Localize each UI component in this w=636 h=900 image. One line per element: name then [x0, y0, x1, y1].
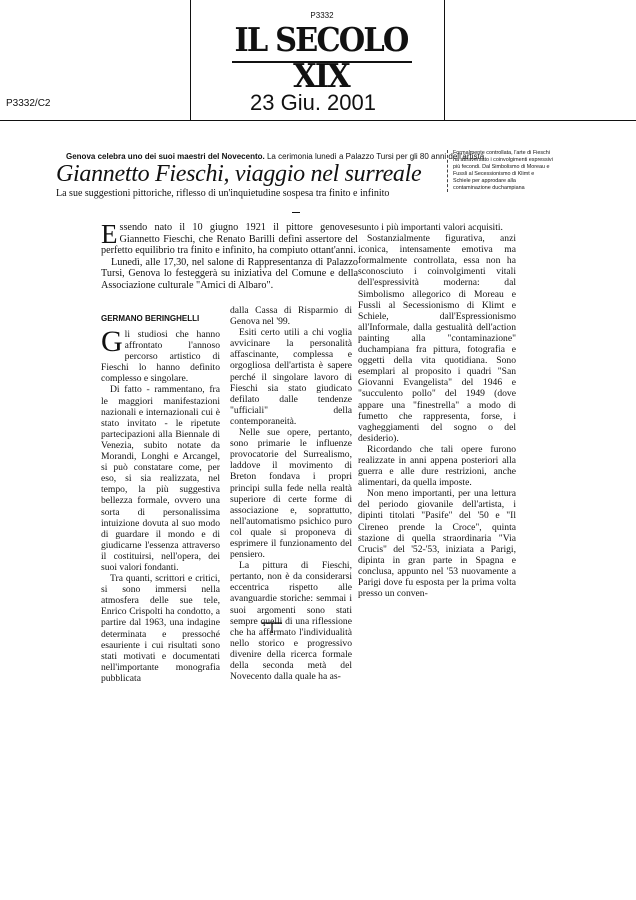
article-headline: Giannetto Fieschi, viaggio nel surreale: [56, 161, 422, 187]
article-column-2: [230, 305, 352, 682]
header-right-rule: [444, 0, 445, 120]
separator-dash: [292, 212, 300, 213]
header-bottom-rule: [0, 120, 636, 121]
col1-paragraph-1: [101, 325, 220, 385]
col3-paragraph-3: Ricordando che tali opere furono realizzate in anni appena posteriori alla guerra e alle dure restrizioni, anche alimentari, da quella imposte.: [358, 443, 516, 489]
col3-paragraph-4: Non meno importanti, per una lettura del periodo giovanile dell'artista, i dipinti titolati "Pasife" del '50 e "Il Cireneo prende la Croce", quinta stazione di quella straordinaria "Via Crucis" del '52-'53, iniziata a Parigi, dipinta in gran parte in Spagna e conclusa, appunto nel '53 nuovamente a Parigi dove fu esposta per la prima volta presso un conven-: [358, 488, 516, 600]
col2-paragraph-3: Nelle sue opere, pertanto, sono primarie le influenze provocatorie del Surrealismo, laddove il movimento di Breton fondava i propri principi sulla fede nella realtà superiore di certe forme di associazione e, soprattutto, nell'automatismo psichico puro col quale si proponeva di esprimere il funzionamento del pensiero.: [230, 427, 352, 561]
col2-paragraph-2: Esiti certo utili a chi voglia avvicinare la personalità affascinante, complessa e orgogliosa dell'artista è sapere perché il singolare lavoro di Fieschi sia stato giudicato defilato dalle tendenze "ufficiali" della contemporaneità.: [230, 327, 352, 427]
article-column-1: [101, 325, 220, 684]
article-intro: [101, 219, 358, 292]
col2-paragraph-4: La pittura di Fieschi, pertanto, non è da considerarsi eccentrica rispetto alle avanguardie storiche: semmai i suoi argomenti sono stati sempre quelli di una riflessione che ha affermato l'individualità nello storico e progressivo divenire della ricerca formale della seconda metà del Novecento dalla quale ha as-: [230, 560, 352, 683]
intro-dropcap: E: [101, 219, 118, 249]
intro-paragraph-2: Lunedì, alle 17,30, nel salone di Rappresentanza di Palazzo Tursi, Genova lo festeggerà su iniziativa del Comune e della Associazione culturale "Amici di Albaro".: [101, 256, 358, 291]
col1-paragraph-2: Di fatto - rammentano, fra le maggiori manifestazioni nazionali e internazionali cui è stato invitato - le ripetute partecipazioni alla Biennale di Venezia, subito notate da Morandi, Longhi e Arcangel, si può constatare come, per eso, si sia realizzata, nel tempo, la più suggestiva bellezza formale, ovvero una sorta di personalissima intuizione dovuta al suo modo di guardare il mondo e di giudicarne l'essenza attraverso il costituirsi, nell'opera, dei suoi valori fondanti.: [101, 384, 220, 573]
col3-paragraph-1: sunto i più importanti valori acquisiti.: [358, 222, 503, 233]
header-left-rule: [190, 0, 191, 120]
col1-dropcap: G: [101, 325, 123, 358]
newspaper-masthead: IL SECOLO XIX: [234, 20, 408, 95]
crop-mark-icon: [262, 621, 282, 633]
article-subhead: La sue suggestioni pittoriche, riflesso di un'inquietudine sospesa tra finito e infinito: [56, 188, 390, 199]
kicker-rest: La cerimonia lunedì a Palazzo Tursi per gli 80 anni dell'artista: [264, 152, 485, 161]
article-byline: GERMANO BERINGHELLI: [101, 314, 200, 323]
intro-paragraph-1: [101, 219, 358, 257]
clipping-code-top: P3332: [310, 11, 334, 20]
col3-paragraph-2: Sostanzialmente figurativa, anzi iconica, intensamente emotiva ma formalmente controllata, essa non ha sconosciuto i coinvolgimenti vitali dell'espressività moderna: dal Simbolismo allegorico di Moreau e Fussli al Secessionismo di Klimt e Schiele, dall'Espressionismo all'Informale, dalla gestualità dell'action painting alla "contaminazione" duchampiana fra pittura, fotografia e oggetti della vita quotidiana. Sono esemplari al proposito i quadri "San Giovanni Evangelista" del 1946 e "succulento pollo" del 1949 (dove appare una "finestrella" a modo di fumetto che rappresenta, forse, i vagheggiamenti del sogno o del desiderio).: [358, 233, 516, 444]
col2-paragraph-1: dalla Cassa di Risparmio di Genova nel '99.: [230, 305, 352, 328]
clipping-code-left: P3332/C2: [6, 98, 51, 109]
col1-paragraph-3: Tra quanti, scrittori e critici, si sono immersi nella atmosfera delle sue tele, Enrico Crispolti ha condotto, a partire dal 1963, una indagine determinata e pressoché esauriente i cui risultati sono stati motivati e documentati nell'importante monografia pubblicata: [101, 573, 220, 684]
article-column-3: [358, 222, 516, 599]
col1-text-1: li studiosi che hanno affrontato l'annoso percorso artistico di Fieschi lo hanno definito complesso e singolare.: [101, 329, 220, 385]
clipping-date: 23 Giu. 2001: [250, 90, 376, 115]
pull-quote-sidebar: Formalmente controllata, l'arte di Fieschi ha attraversato i coinvolgimenti espressivi più fecondi. Dal Simbolismo di Moreau e Fussli al Secessionismo di Klimt e Schiele per approdare alla contaminazione duchampiana: [447, 150, 553, 192]
intro-text-1: ssendo nato il 10 giugno 1921 il pittore genovese Giannetto Fieschi, che Renato Barilli definì assertore del perfetto equilibrio tra finito e infinito, ha compiuto ottant'anni.: [101, 222, 358, 257]
kicker-bold: Genova celebra uno dei suoi maestri del Novecento.: [66, 152, 265, 161]
